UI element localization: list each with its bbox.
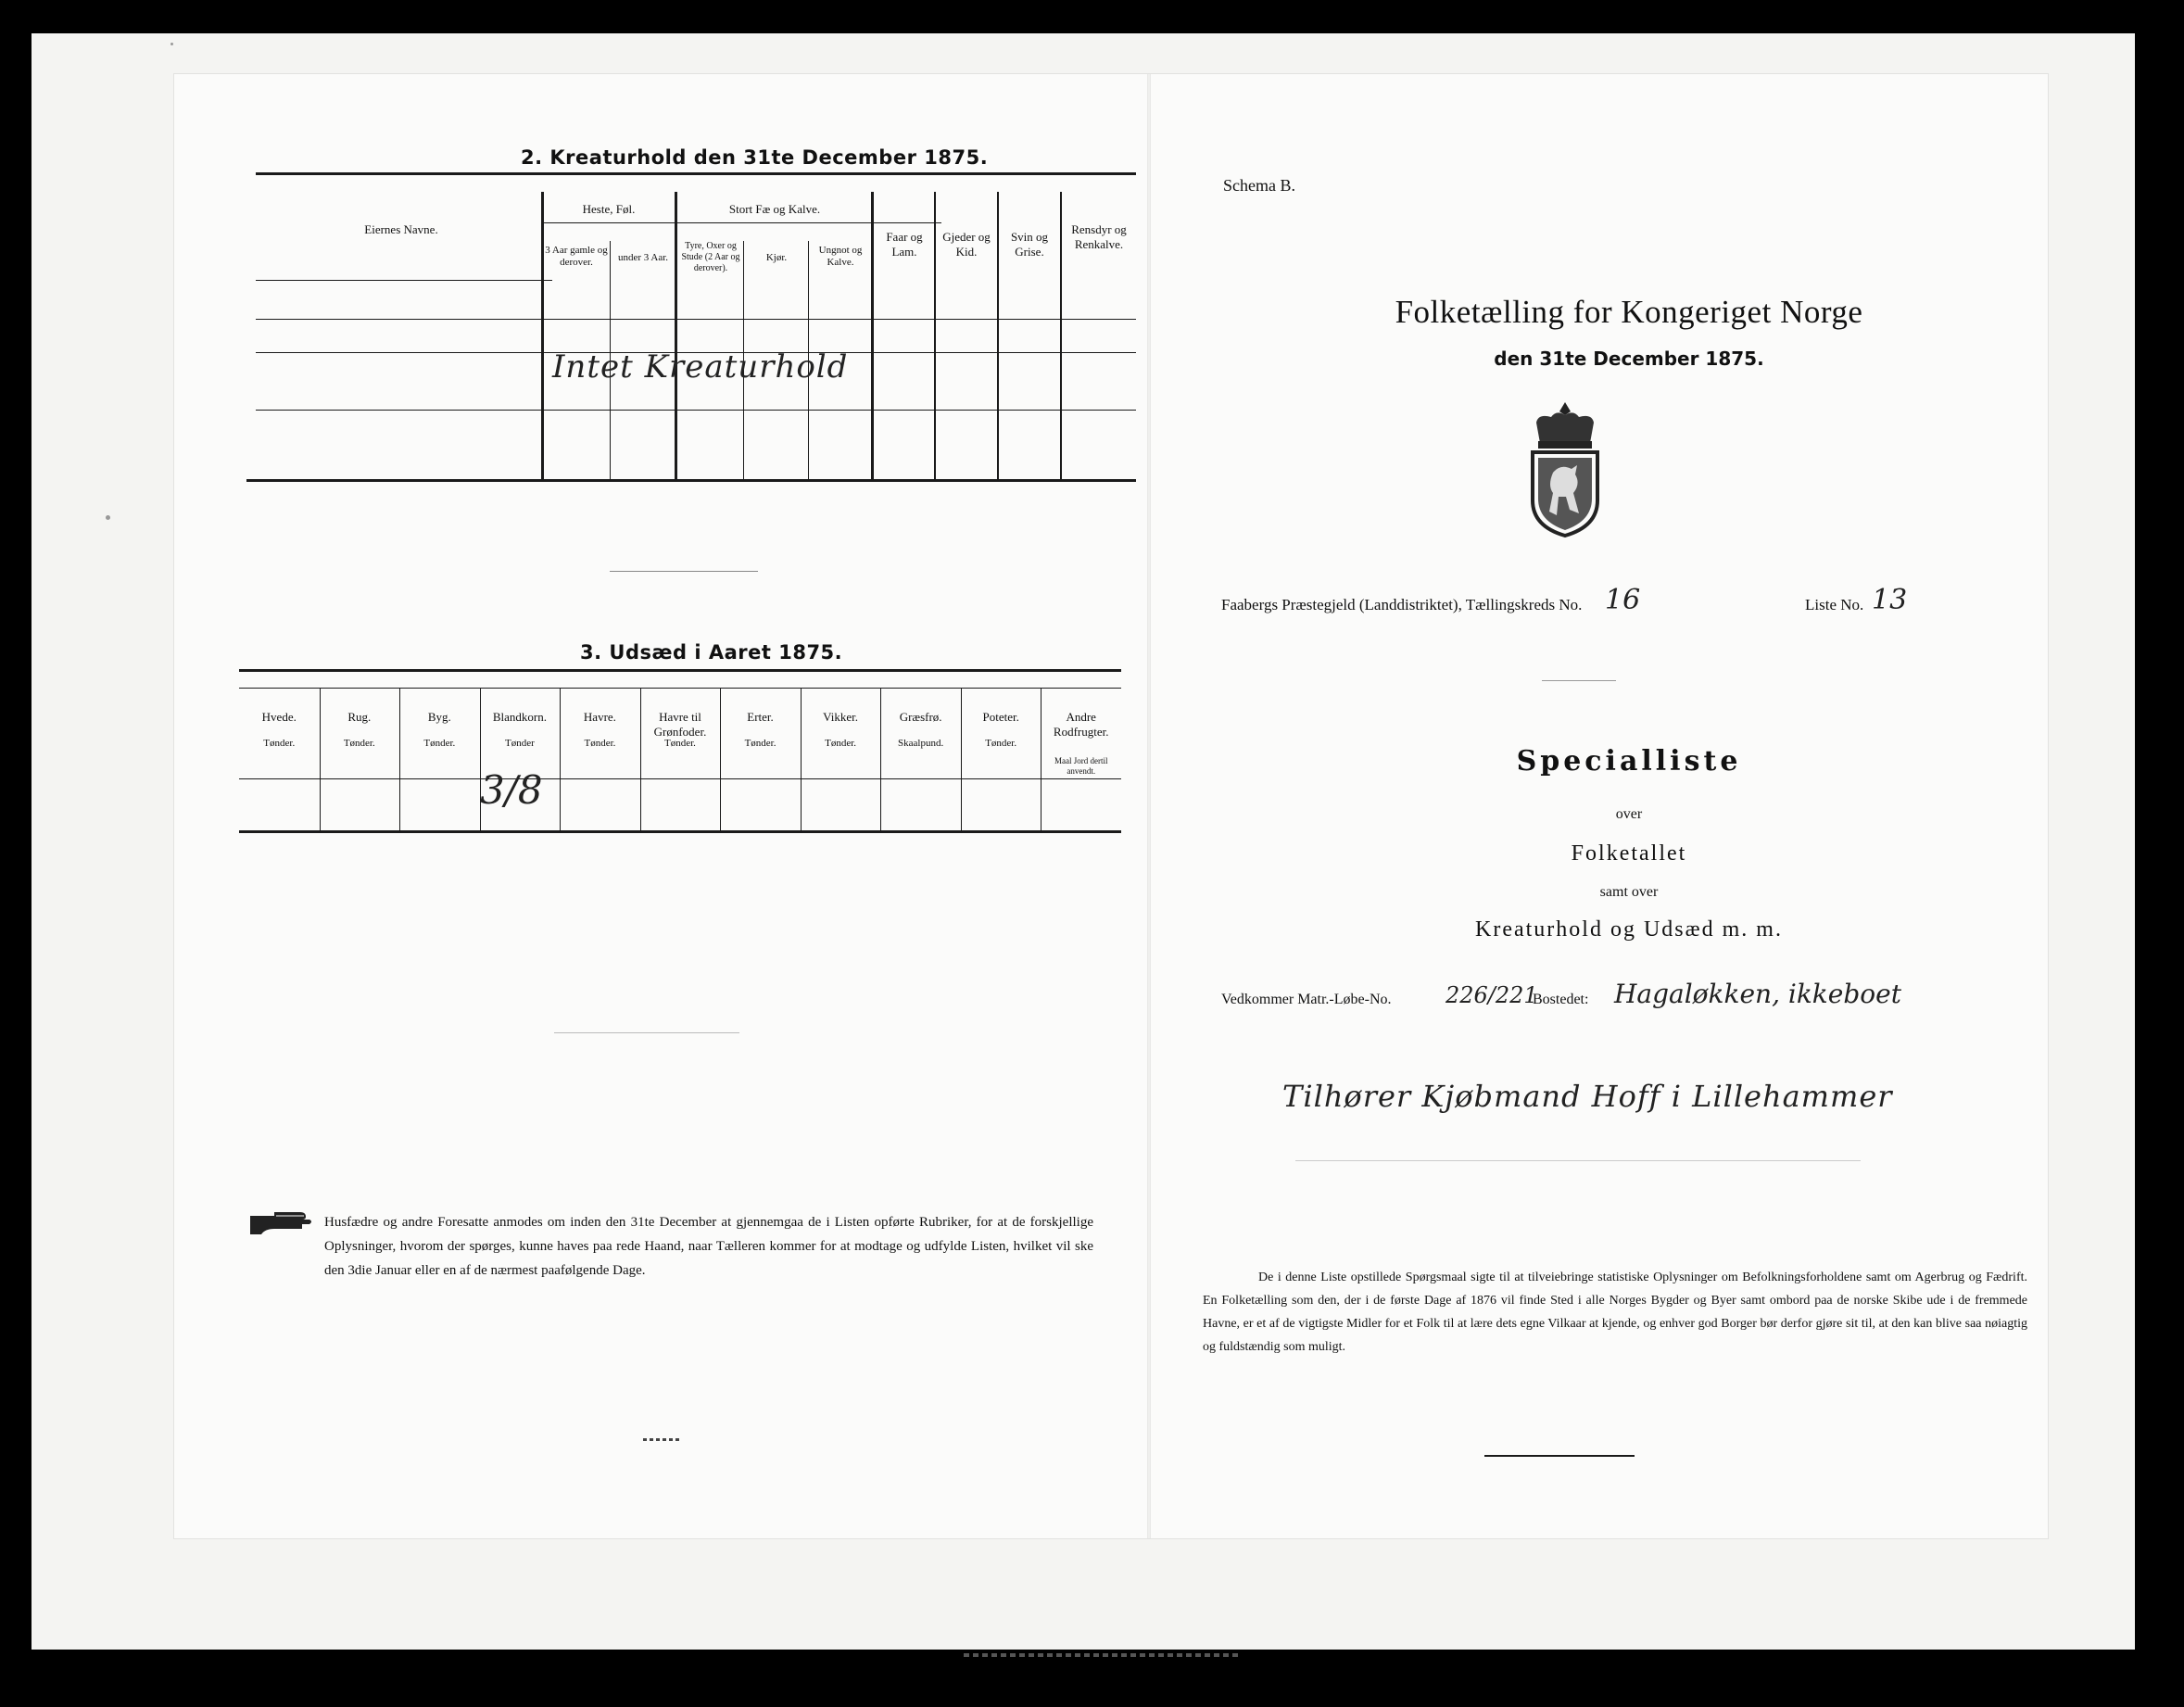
pointing-hand-icon [248, 1208, 313, 1236]
district-label: Faabergs Præstegjeld (Landdistriktet), Tællingskreds No. [1221, 596, 1583, 613]
table-col-rule [880, 688, 881, 832]
seed-col-unit: Tønder [505, 738, 535, 749]
table-col-rule [961, 688, 962, 832]
table-rule [256, 280, 552, 281]
dust-speck [170, 43, 173, 45]
table-col-rule [640, 688, 641, 832]
seed-col-header: Havre. [583, 710, 616, 724]
seed-col-header: Blandkorn. [492, 710, 547, 724]
table-rule [246, 479, 1136, 482]
divider [554, 1032, 739, 1033]
matr-label: Vedkommer Matr.-Løbe-No. [1221, 992, 1392, 1007]
page-fold [1147, 74, 1151, 1538]
table-col-rule [720, 688, 721, 832]
district-number: 16 [1605, 584, 1641, 616]
seed-col-header: Erter. [747, 710, 774, 724]
col-horse-group-header: Heste, Føl. [582, 202, 636, 216]
main-date: den 31te December 1875. [1494, 348, 1764, 370]
handwritten-blandkorn-value: 3/8 [480, 767, 543, 813]
main-title: Folketælling for Kongeriget Norge [1395, 294, 1863, 330]
table-col-rule [1041, 688, 1042, 832]
seed-col-unit: Tønder. [664, 738, 696, 749]
col-owner-header: Eiernes Navne. [364, 222, 438, 236]
seed-col-header: Græsfrø. [899, 710, 942, 724]
seed-col-header: Havre til Grønfoder. [653, 710, 707, 739]
folketallet-text: Folketallet [1571, 841, 1687, 866]
col-reindeer-header: Rensdyr og Renkalve. [1071, 222, 1127, 251]
dust-speck [106, 515, 110, 520]
seed-col-header: Poteter. [982, 710, 1019, 724]
scan-edge-mark [964, 1653, 1242, 1657]
col-cattle-a-header: Tyre, Oxer og Stude (2 Aar og derover). [681, 241, 740, 273]
table-rule [239, 688, 1121, 689]
table-rule [256, 319, 1136, 320]
schema-label: Schema B. [1223, 176, 1295, 195]
section2-title: 2. Kreaturhold den 31te December 1875. [521, 146, 989, 169]
samt-over-text: samt over [1599, 884, 1659, 900]
seed-col-unit: Tønder. [744, 738, 776, 749]
seed-col-unit: Skaalpund. [898, 738, 944, 749]
seed-col-unit: Tønder. [825, 738, 857, 749]
seed-col-unit: Tønder. [985, 738, 1017, 749]
document-paper [174, 74, 2048, 1538]
table-col-rule [399, 688, 400, 832]
bosted-value: Hagaløkken, ikkeboet [1614, 979, 1901, 1009]
kreaturhold-text: Kreaturhold og Udsæd m. m. [1475, 917, 1783, 942]
table-col-rule [541, 192, 544, 481]
table-col-rule [560, 688, 561, 832]
bosted-label: Bostedet: [1533, 992, 1589, 1007]
specialliste-title: Specialliste [1516, 745, 1742, 778]
col-cattle-c-header: Ungnot og Kalve. [818, 245, 863, 269]
handwritten-livestock-entry: Intet Kreaturhold [552, 348, 849, 386]
seed-col-header: Vikker. [823, 710, 858, 724]
table-col-rule [320, 688, 321, 832]
table-col-rule [675, 192, 677, 481]
divider [610, 571, 758, 572]
owner-line: Tilhører Kjøbmand Hoff i Lillehammer [1282, 1079, 1893, 1114]
col-horse-a-header: 3 Aar gamle og derover. [545, 245, 608, 269]
col-cattle-group-header: Stort Fæ og Kalve. [728, 202, 821, 216]
bottom-divider [1484, 1455, 1635, 1457]
table-col-rule [871, 192, 874, 481]
seed-col-header: Rug. [347, 710, 372, 724]
table-col-rule [801, 688, 802, 832]
table-rule [239, 778, 1121, 779]
section3-title: 3. Udsæd i Aaret 1875. [580, 641, 843, 664]
notice-text: Husfædre og andre Foresatte anmodes om inden den 31te December at gjennemgaa de i Listen opførte Rubriker, for at de forskjellige Oplysninger, hvorom der spørges, kunne haves paa rede Haand, naar Tælleren kommer for at modtage og udfylde Listen, hvilket vil ske den 3die Januar eller en af de nærmest paafølgende Dage. [324, 1215, 1093, 1278]
table-rule [256, 410, 1136, 411]
matr-value: 226/221 [1445, 982, 1538, 1008]
bottom-explanatory-text: De i denne Liste opstillede Spørgsmaal sigte til at tilveiebringe statistiske Oplysninger om Befolkningsforholdene samt om Agerbrug og Fædrift. En Folketælling som den, der i de første Dage af 1876 vil finde Sted i alle Norges Bygder og Byer samt ombord paa de norske Skibe ude i de fremmede Havne, er et af de vigtigste Midler for et Folk til at lære dets egne Vilkaar at kjende, og enhver god Borger bør derfor gjøre sit til, at den kan blive saa nøiagtig og fuldstændig som muligt. [1203, 1271, 2027, 1354]
seed-col-unit: Maal Jord dertil anvendt. [1054, 756, 1108, 776]
over-text: over [1615, 806, 1643, 822]
divider [1295, 1160, 1861, 1161]
seed-col-header: Andre Rodfrugter. [1053, 710, 1109, 739]
dotted-mark [643, 1438, 680, 1441]
seed-col-unit: Tønder. [584, 738, 616, 749]
seed-col-unit: Tønder. [423, 738, 456, 749]
table-rule [239, 830, 1121, 833]
col-goats-header: Gjeder og Kid. [942, 230, 991, 259]
col-horse-b-header: under 3 Aar. [617, 252, 669, 263]
col-pigs-header: Svin og Grise. [1010, 230, 1049, 259]
liste-number: 13 [1872, 584, 1908, 616]
divider [1542, 680, 1616, 681]
coat-of-arms-icon [1520, 400, 1610, 539]
col-cattle-b-header: Kjør. [765, 252, 788, 263]
seed-col-header: Hvede. [261, 710, 297, 724]
col-sheep-header: Faar og Lam. [886, 230, 923, 259]
liste-label: Liste No. [1805, 596, 1864, 613]
table-rule [239, 669, 1121, 672]
table-rule [256, 172, 1136, 175]
table-rule [543, 222, 941, 223]
seed-col-unit: Tønder. [343, 738, 375, 749]
seed-col-header: Byg. [427, 710, 451, 724]
seed-col-unit: Tønder. [263, 738, 296, 749]
